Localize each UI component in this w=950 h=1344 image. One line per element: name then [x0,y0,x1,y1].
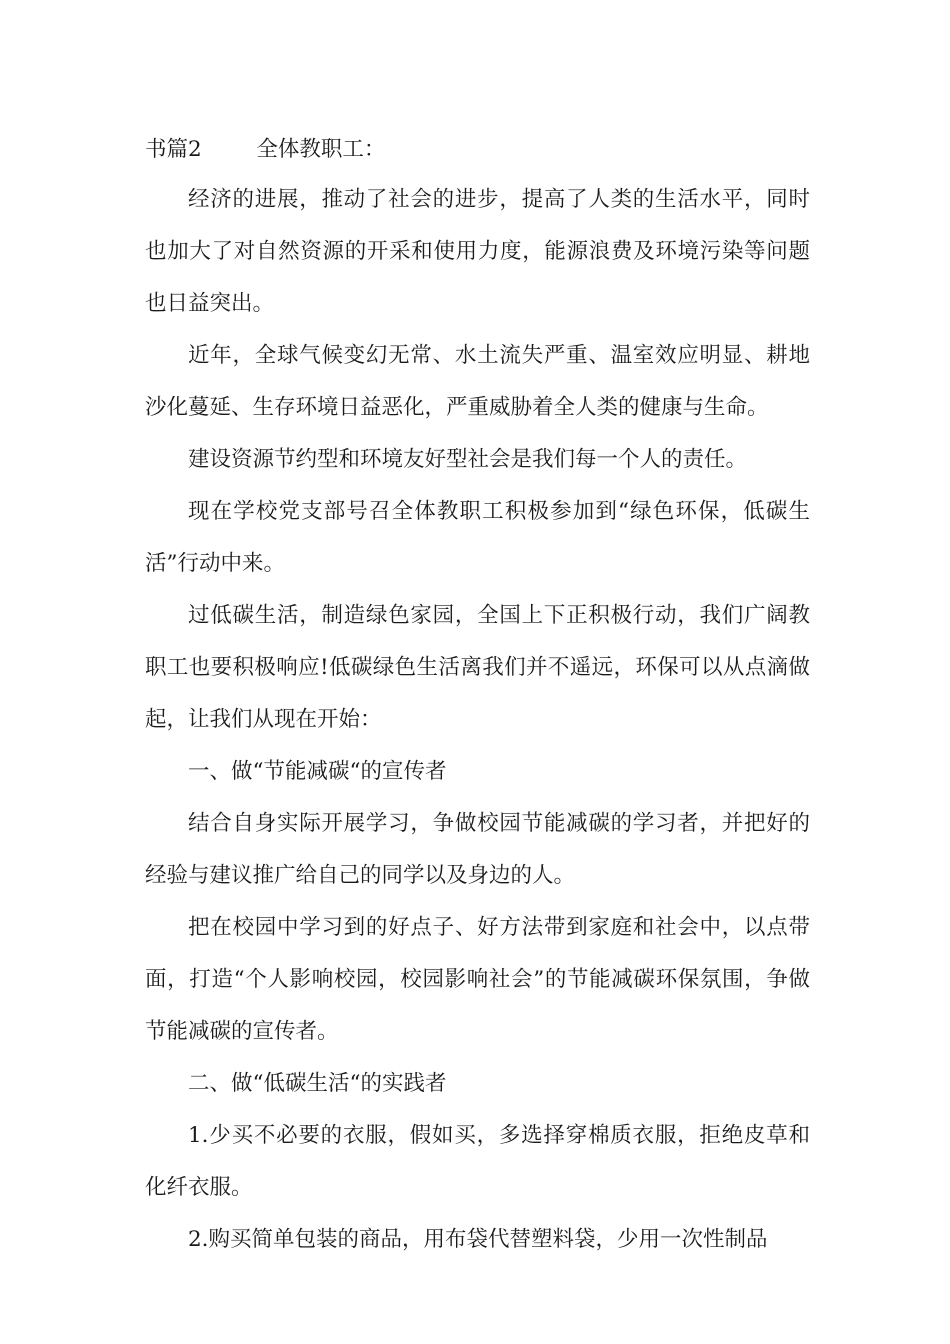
header-prefix: 书篇2 [145,137,202,162]
list-item-clothing: 1.少买不必要的衣服，假如买，多选择穿棉质衣服，拒绝皮草和化纤衣服。 [145,1123,810,1200]
paragraph-climate: 近年，全球气候变幻无常、水土流失严重、温室效应明显、耕地沙化蔓延、生存环境日益恶化，严重威胁着全人类的健康与生命。 [145,343,810,420]
paragraph-economy: 经济的进展，推动了社会的进步，提高了人类的生活水平，同时也加大了对自然资源的开采和使用力度，能源浪费及环境污染等问题也日益突出。 [145,187,810,316]
paragraph-responsibility: 建设资源节约型和环境友好型社会是我们每一个人的责任。 [188,447,748,472]
salutation: 全体教职工： [256,137,386,162]
list-item-packaging: 2.购买简单包装的商品，用布袋代替塑料袋，少用一次性制品 [188,1227,768,1252]
section-heading-advocate: 一、做“节能减碳“的宣传者 [188,759,447,784]
paragraph-campus-society: 把在校园中学习到的好点子、好方法带到家庭和社会中，以点带面，打造“个人影响校园，校园影响社会”的节能减碳环保氛围，争做节能减碳的宣传者。 [145,915,810,1044]
document-body [145,128,810,1266]
document-header [145,128,810,172]
paragraph-low-carbon-life: 过低碳生活，制造绿色家园，全国上下正积极行动，我们广阔教职工也要积极响应!低碳绿色生活离我们并不遥远，环保可以从点滴做起，让我们从现在开始： [145,603,810,732]
paragraph-learning: 结合自身实际开展学习，争做校园节能减碳的学习者，并把好的经验与建议推广给自己的同学以及身边的人。 [145,811,810,888]
paragraph-call-to-action: 现在学校党支部号召全体教职工积极参加到“绿色环保，低碳生活”行动中来。 [145,499,810,576]
section-heading-practitioner: 二、做“低碳生活“的实践者 [188,1071,447,1096]
